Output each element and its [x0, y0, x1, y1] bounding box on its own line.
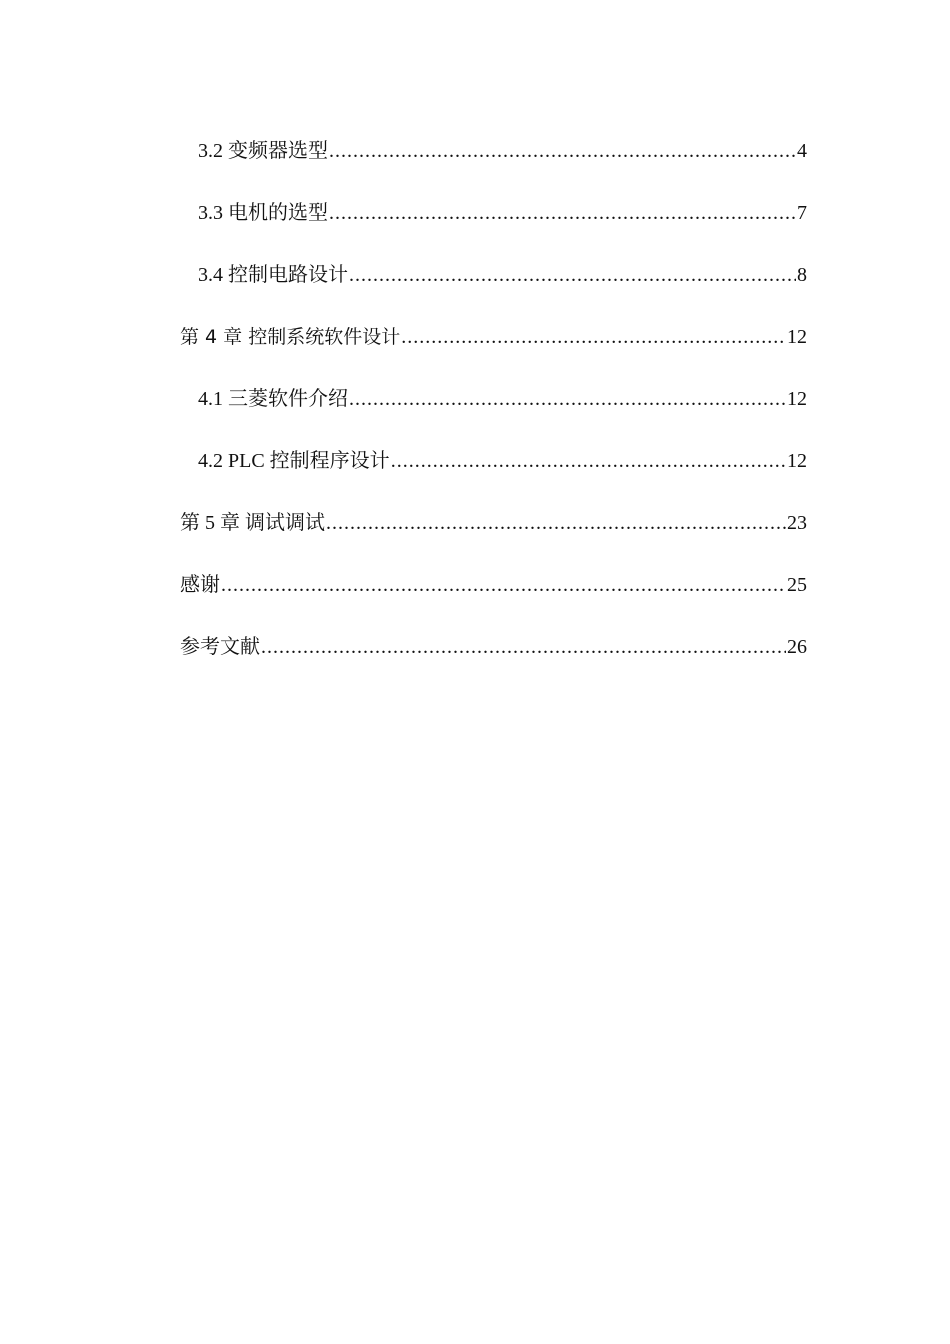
- toc-entry-chapter-4[interactable]: [180, 314, 807, 376]
- toc-entry-title: 3.2 变频器选型: [198, 140, 328, 162]
- toc-entry-3-2[interactable]: [180, 128, 807, 190]
- toc-page-number: 25: [787, 574, 807, 596]
- toc-entry-title: 第 5 章 调试调试: [180, 512, 325, 534]
- toc-entry-title: 4.2 PLC 控制程序设计: [198, 450, 390, 472]
- toc-entry-title: 参考文献: [180, 636, 260, 658]
- toc-dot-leader: [326, 500, 786, 546]
- toc-page-number: 23: [787, 512, 807, 534]
- toc-page-number: 12: [787, 388, 807, 410]
- toc-entry-chapter-5[interactable]: [180, 500, 807, 562]
- toc-page-number: 12: [787, 326, 807, 348]
- toc-entry-title: 4.1 三菱软件介绍: [198, 388, 348, 410]
- toc-dot-leader: [391, 438, 786, 484]
- toc-dot-leader: [221, 562, 786, 608]
- toc-dot-leader: [349, 252, 796, 298]
- toc-entry-references[interactable]: [180, 624, 807, 686]
- toc-entry-3-3[interactable]: [180, 190, 807, 252]
- toc-page-number: 7: [797, 202, 807, 224]
- toc-entry-acknowledgements[interactable]: [180, 562, 807, 624]
- toc-page-number: 4: [797, 140, 807, 162]
- toc-page-number: 26: [787, 636, 807, 658]
- toc-dot-leader: [329, 128, 796, 174]
- toc-entry-title: 感谢: [180, 574, 220, 596]
- toc-entry-3-4[interactable]: [180, 252, 807, 314]
- toc-page-number: 8: [797, 264, 807, 286]
- toc-entry-title: 第 4 章 控制系统软件设计: [180, 326, 401, 348]
- toc-entry-4-2[interactable]: [180, 438, 807, 500]
- table-of-contents: [180, 128, 807, 686]
- toc-entry-title: 3.4 控制电路设计: [198, 264, 348, 286]
- toc-entry-4-1[interactable]: [180, 376, 807, 438]
- toc-entry-title: 3.3 电机的选型: [198, 202, 328, 224]
- toc-dot-leader: [261, 624, 786, 670]
- toc-dot-leader: [401, 314, 786, 360]
- toc-dot-leader: [349, 376, 786, 422]
- toc-page-number: 12: [787, 450, 807, 472]
- toc-dot-leader: [329, 190, 796, 236]
